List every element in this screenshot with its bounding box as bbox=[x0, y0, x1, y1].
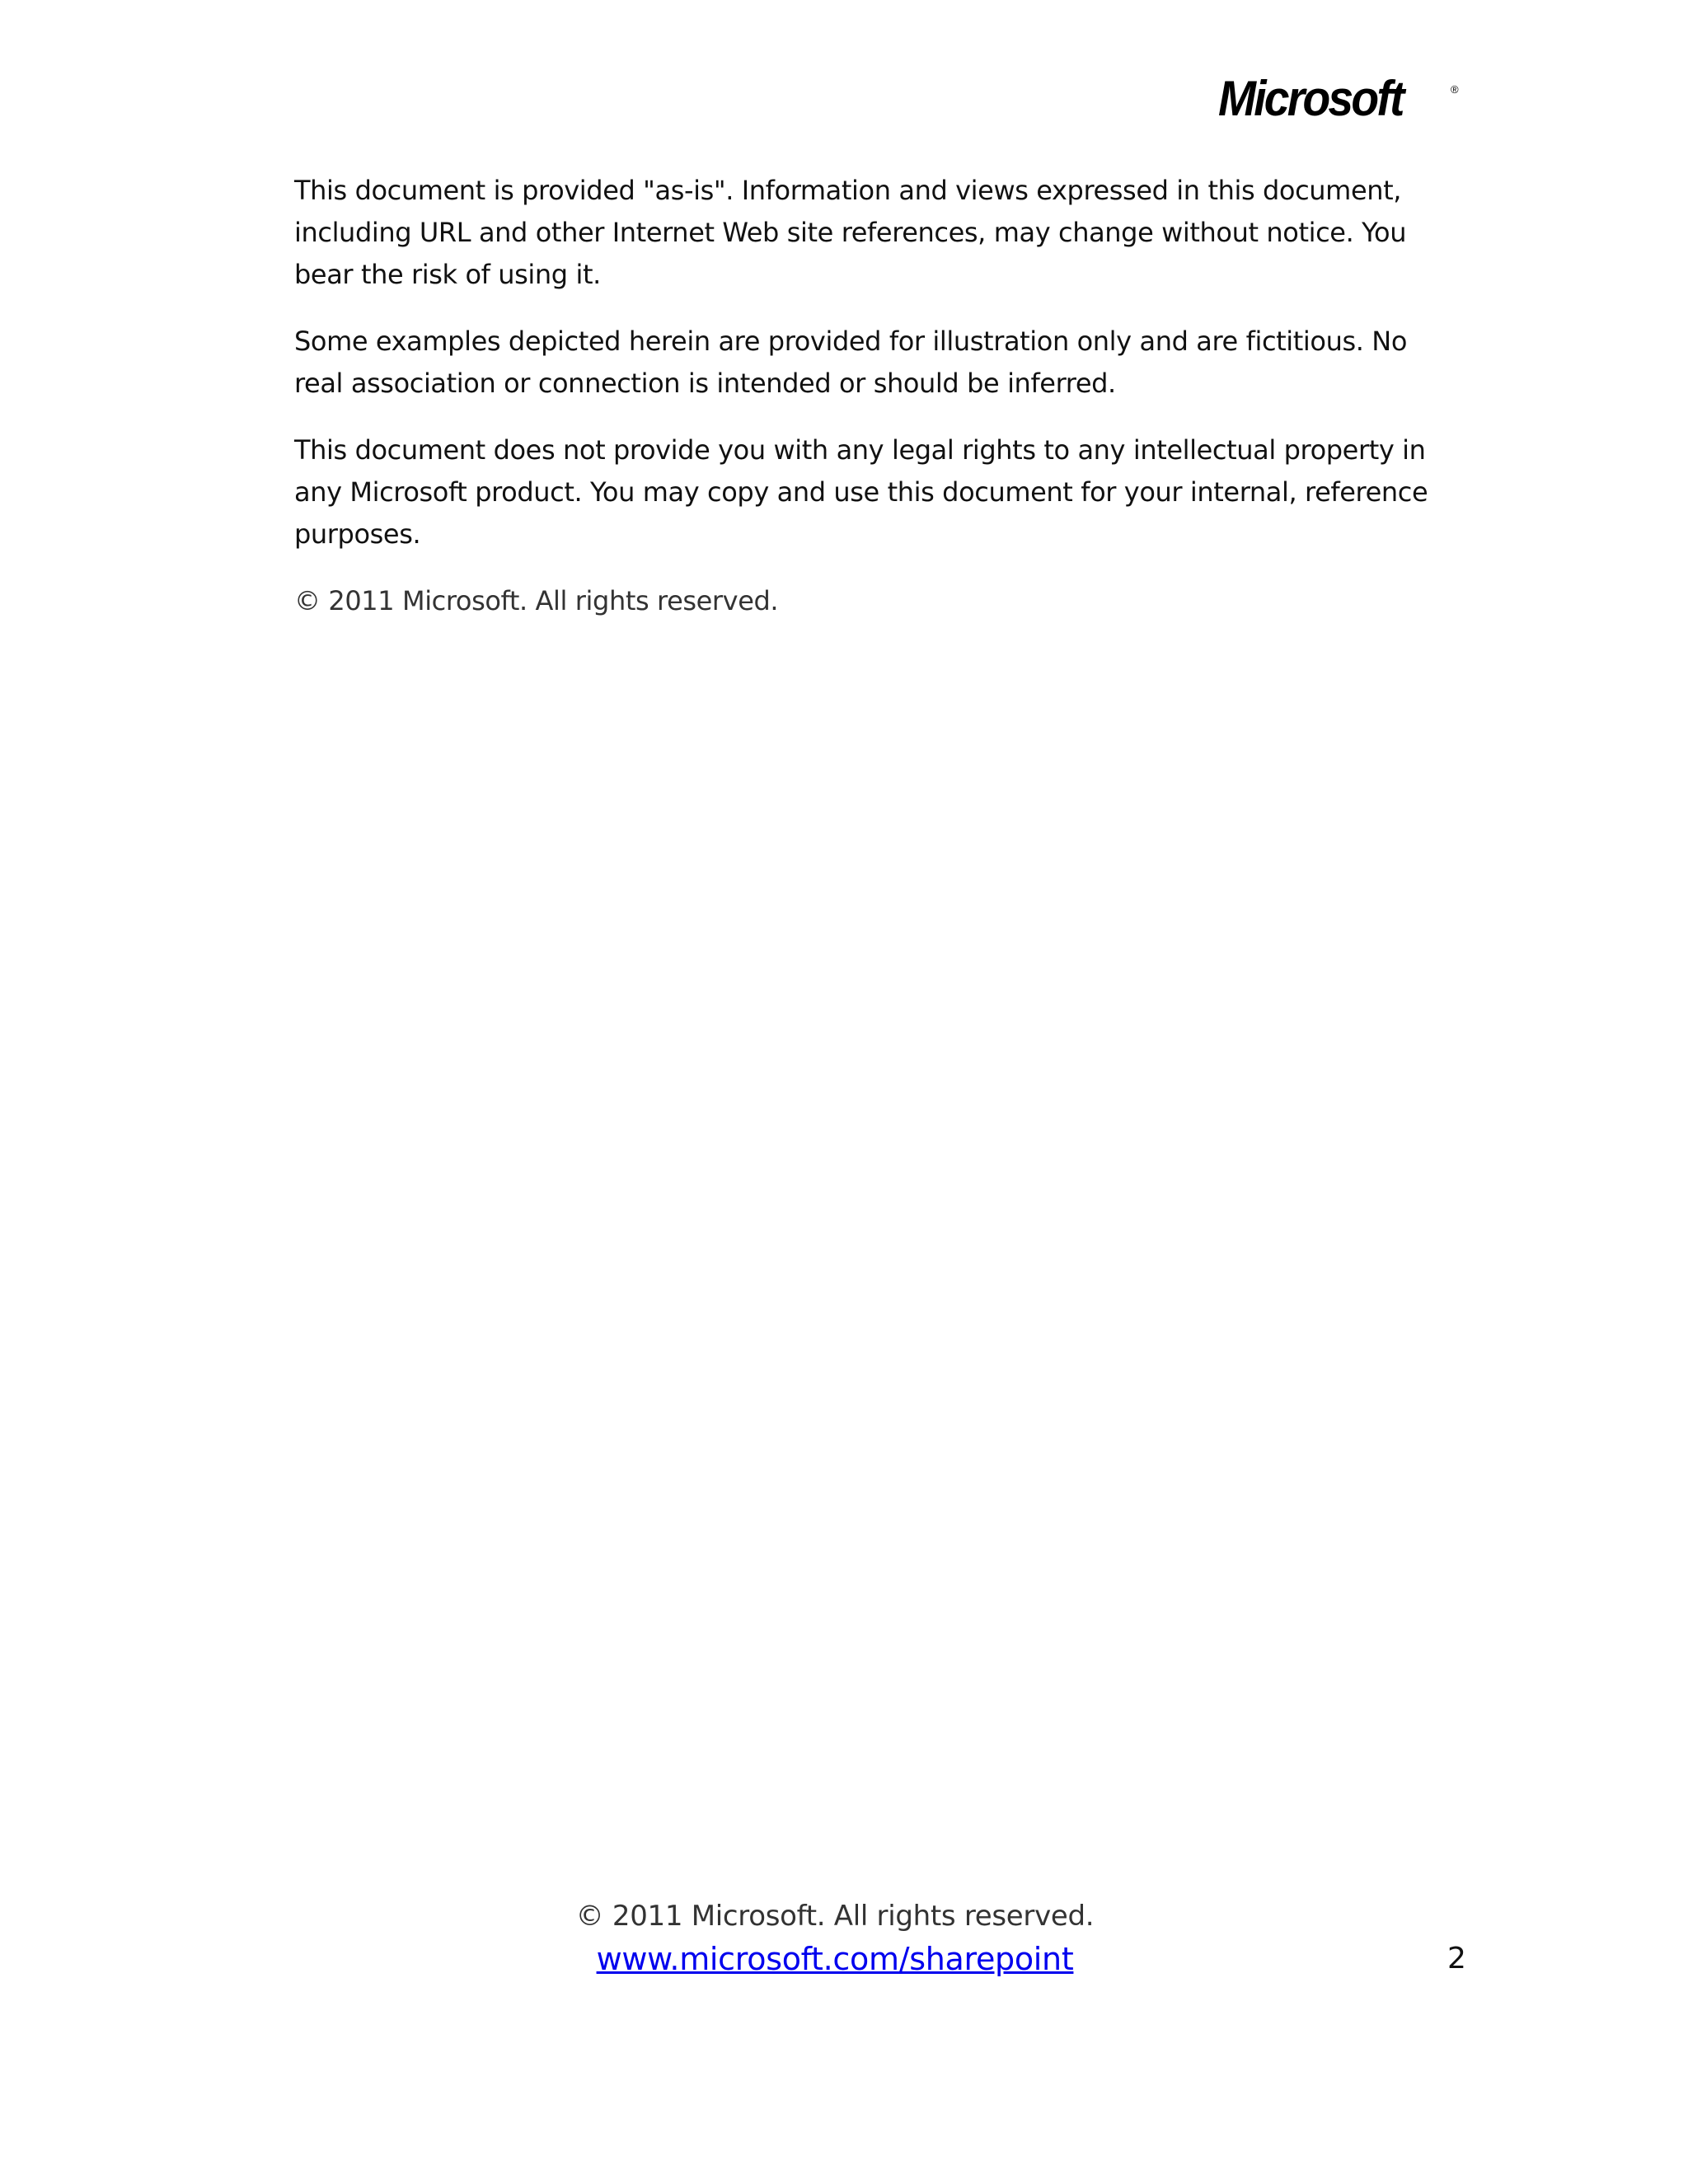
copyright-notice: © 2011 Microsoft. All rights reserved. bbox=[294, 585, 779, 616]
footer-copyright: © 2011 Microsoft. All rights reserved. bbox=[575, 1900, 1095, 1933]
sharepoint-link[interactable]: www.microsoft.com/sharepoint bbox=[596, 1941, 1074, 1977]
legal-rights-paragraph: This document does not provide you with any legal rights to any intellectual property in any Microsoft product. You may copy and use this document for your internal, reference purposes. bbox=[294, 434, 1428, 550]
document-body bbox=[294, 170, 1448, 647]
footer-link-row bbox=[0, 1937, 1670, 1981]
fictitious-examples-paragraph: Some examples depicted herein are provided for illustration only and are fictitious. No real association or connection is intended or should be inferred. bbox=[294, 326, 1407, 399]
microsoft-logo bbox=[1218, 73, 1465, 125]
logo-wordmark: Microsoft bbox=[1218, 71, 1403, 126]
registered-mark-icon: ® bbox=[1451, 83, 1459, 96]
disclaimer-paragraph: This document is provided "as-is". Information and views expressed in this document, including URL and other Internet Web site references, may change without notice. You bear the risk of using it. bbox=[294, 175, 1407, 290]
page-number: 2 bbox=[1447, 1942, 1466, 1975]
